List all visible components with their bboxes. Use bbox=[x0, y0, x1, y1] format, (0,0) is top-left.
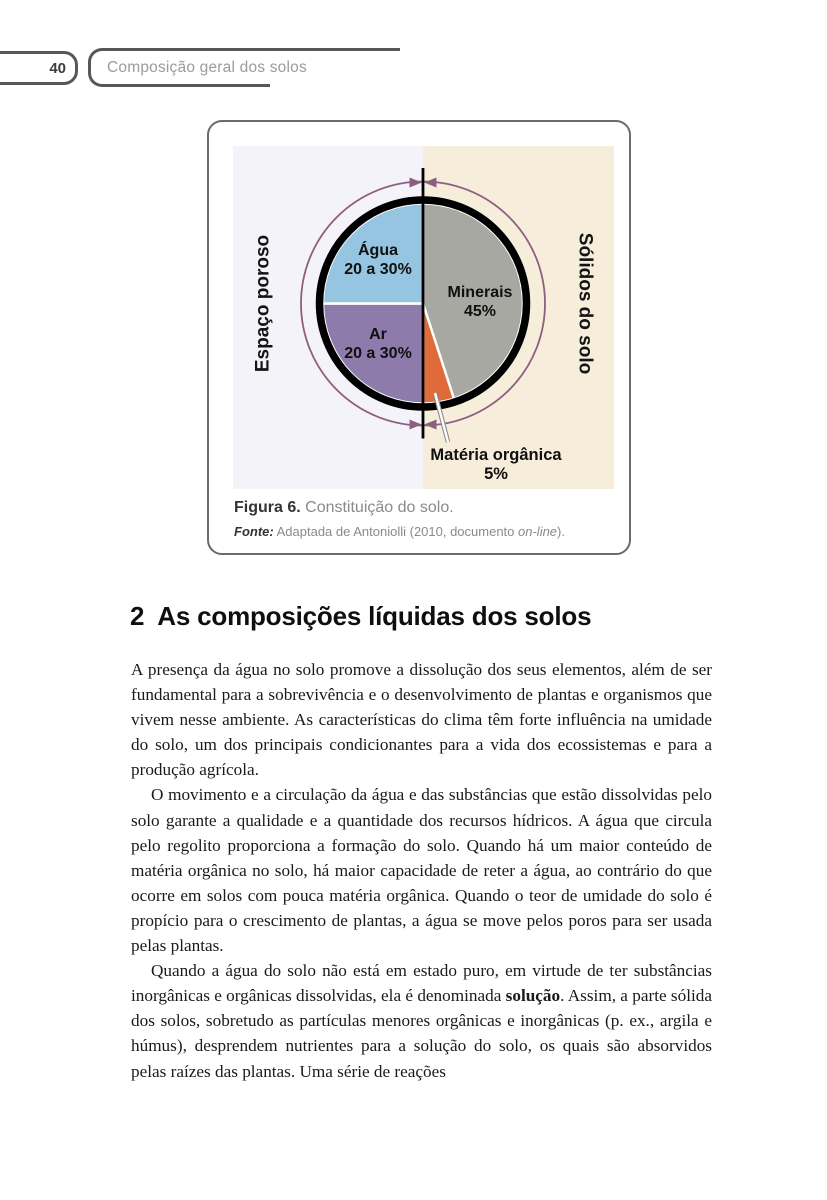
soil-composition-pie-chart bbox=[233, 146, 614, 489]
figure-caption-line bbox=[234, 499, 609, 517]
left-zone-label: Espaço poroso bbox=[252, 234, 274, 373]
body-text bbox=[131, 657, 712, 1084]
section-heading bbox=[130, 601, 591, 632]
value-minerais: 45% bbox=[463, 303, 497, 320]
pie-chart-svg bbox=[233, 146, 614, 489]
label-ar: Ar bbox=[369, 326, 387, 343]
paragraph-3 bbox=[131, 958, 712, 1083]
paragraph-1: A presença da água no solo promove a dissolução dos seus elementos, além de ser fundamental para a sobrevivência e o desenvolvimento de plantas e organismos que vivem nesse ambiente. As características do clima têm forte influência na umidade do solo, um dos principais condicionantes para a vida dos ecossistemas e para a produção agrícola. bbox=[131, 660, 712, 780]
value-materia-organica: 5% bbox=[484, 465, 508, 483]
paragraph-3-bold-term: solução bbox=[505, 986, 561, 1006]
value-ar: 20 a 30% bbox=[344, 345, 412, 362]
source-text: Adaptada de Antoniolli (2010, documento bbox=[273, 524, 519, 539]
page-number-tab bbox=[0, 51, 78, 85]
header-border-mask bbox=[270, 82, 404, 90]
page-number: 40 bbox=[49, 59, 66, 77]
chapter-title: Composição geral dos solos bbox=[107, 58, 307, 76]
label-minerais: Minerais bbox=[447, 284, 513, 301]
paragraph-3-text-after: . Assim, a parte sólida dos solos, sobretudo as partículas menores orgânicas e inorgânicas (p. ex., argila e húmus), desprendem nutrientes para a solução do solo, os quais são absorvidos pelas raízes das plantas. Uma série de reações bbox=[131, 986, 712, 1081]
figure-6-panel bbox=[207, 120, 631, 555]
section-title: As composições líquidas dos solos bbox=[157, 601, 592, 631]
label-materia-organica: Matéria orgânica bbox=[430, 446, 562, 464]
figure-source-line bbox=[234, 524, 609, 539]
section-number: 2 bbox=[130, 601, 145, 631]
figure-number: Figura 6. bbox=[234, 499, 301, 516]
value-agua: 20 a 30% bbox=[344, 261, 412, 278]
source-label: Fonte: bbox=[234, 524, 274, 539]
figure-caption bbox=[234, 499, 609, 539]
source-suffix: ). bbox=[557, 524, 565, 539]
paragraph-3-text: Quando a água do solo não está em estado puro, em virtude de ter substâncias inorgânicas e orgânicas dissolvidas, ela é denominada bbox=[131, 961, 712, 1006]
figure-title: Constituição do solo. bbox=[300, 499, 454, 516]
paragraph-2: O movimento e a circulação da água e das substâncias que estão dissolvidas pelo solo garante a qualidade e a quantidade dos recursos hídricos. A água que circula pelo regolito proporciona a formação do solo. Quando há um maior conteúdo de matéria orgânica no solo, há maior capacidade de reter a água, ao contrário do que ocorre em solos com pouca matéria orgânica. Quando o teor de umidade do solo é propício para o crescimento de plantas, a água se move pelos poros para ser usada pelas plantas. bbox=[131, 785, 712, 956]
label-agua: Água bbox=[358, 242, 398, 259]
source-italic-term: on-line bbox=[518, 524, 558, 539]
right-zone-label: Sólidos do solo bbox=[574, 232, 596, 375]
